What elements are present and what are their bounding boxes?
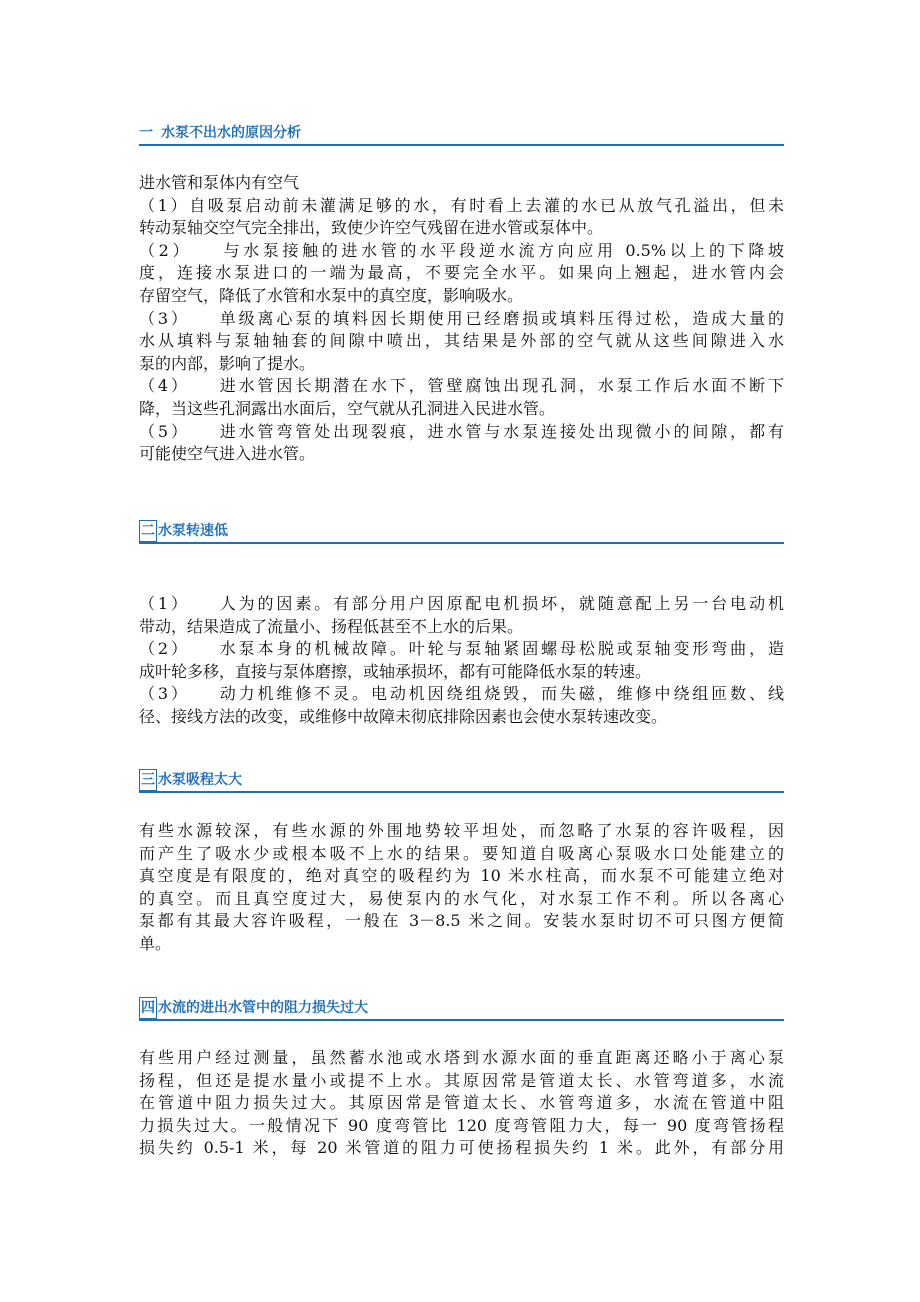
section-number: 三 [139,769,157,791]
text-line: 力损失过大。一般情况下 90 度弯管比 120 度弯管阻力大，每一 90 度弯管扬程 [139,1115,784,1135]
section-title: 水泵转速低 [158,523,228,539]
section-number: 二 [139,520,157,542]
text-line: 单。 [139,933,172,953]
text-line: 有些水源较深，有些水源的外围地势较平坦处，而忽略了水泵的容许吸程，因 [139,821,784,840]
text-line: 可能使空气进入进水管。 [139,444,316,464]
text-line: 扬程，但还是提水量小或提不上水。其原因常是管道太长、水管弯道多，水流 [139,1070,784,1090]
text-line: 水从填料与泵轴轴套的间隙中喷出，其结果是外部的空气就从这些间隙进入水 [139,331,784,351]
section-heading-4 [139,997,784,1021]
text-line: 降，当这些孔洞露出水面后，空气就从孔洞进入民进水管。 [139,398,556,418]
text-line: 真空度是有限度的，绝对真空的吸程约为 10 米水柱高，而水泵不可能建立绝对 [139,866,784,886]
text-line: 径、接线方法的改变，或维修中故障未彻底排除因素也会使水泵转速改变。 [139,706,668,726]
text-line: （5） 进水管弯管处出现裂痕，进水管与水泵连接处出现微小的间隙，都有 [139,421,784,441]
section-subtitle: 进水管和泵体内有空气 [139,173,300,192]
text-line: （2） 水泵本身的机械故障。叶轮与泵轴紧固螺母松脱或泵轴变形弯曲，造 [139,639,784,659]
section-title: 水泵吸程太大 [158,772,242,788]
section-4-body [139,1047,784,1160]
text-line: 有些用户经过测量，虽然蓄水池或水塔到水源水面的垂直距离还略小于离心泵 [139,1048,784,1067]
section-heading-3 [139,769,784,793]
text-line: （4） 进水管因长期潜在水下，管壁腐蚀出现孔洞，水泵工作后水面不断下 [139,376,784,396]
text-line: （3） 动力机维修不灵。电动机因绕组烧毁，而失磁，维修中绕组匝数、线 [139,684,784,704]
section-heading-2 [139,520,784,544]
section-heading-1 [139,122,784,146]
section-title: 水泵不出水的原因分析 [161,125,301,141]
text-line: 而产生了吸水少或根本吸不上水的结果。要知道自吸离心泵吸水口处能建立的 [139,843,784,863]
text-line: 度，连接水泵进口的一端为最高，不要完全水平。如果向上翘起，进水管内会 [139,263,784,283]
section-number: 一 [139,125,153,141]
text-line: 泵的内部，影响了提水。 [139,353,316,373]
section-number: 四 [139,997,157,1019]
text-line: 损失约 0.5-1 米，每 20 米管道的阻力可使扬程损失约 1 米。此外，有部分用 [139,1138,784,1158]
text-line: （1） 人为的因素。有部分用户因原配电机损坏，就随意配上另一台电动机 [139,594,784,613]
text-line: （3） 单级离心泵的填料因长期使用已经磨损或填料压得过松，造成大量的 [139,308,784,328]
text-line: 的真空。而且真空度过大，易使泵内的水气化，对水泵工作不利。所以各离心 [139,888,784,908]
section-1-body [139,172,784,466]
text-line: 存留空气，降低了水管和水泵中的真空度，影响吸水。 [139,285,524,305]
text-line: 带动，结果造成了流量小、扬程低甚至不上水的后果。 [139,616,524,636]
section-3-body [139,820,784,956]
text-line: 转动泵轴交空气完全排出，致使少许空气残留在进水管或泵体中。 [139,218,604,238]
section-title: 水流的进出水管中的阻力损失过大 [158,1000,368,1016]
text-line: （2） 与水泵接触的进水管的水平段逆水流方向应用 0.5%以上的下降坡 [139,240,784,260]
text-line: 成叶轮多移，直接与泵体磨擦，或轴承损坏，都有可能降低水泵的转速。 [139,661,652,681]
text-line: 泵都有其最大容许吸程，一般在 3－8.5 米之间。安装水泵时切不可只图方便简 [139,911,784,931]
text-line: 在管道中阻力损失过大。其原因常是管道太长、水管弯道多，水流在管道中阻 [139,1093,784,1113]
text-line: （1）自吸泵启动前未灌满足够的水，有时看上去灌的水已从放气孔溢出，但未 [139,195,784,215]
section-2-body [139,593,784,729]
